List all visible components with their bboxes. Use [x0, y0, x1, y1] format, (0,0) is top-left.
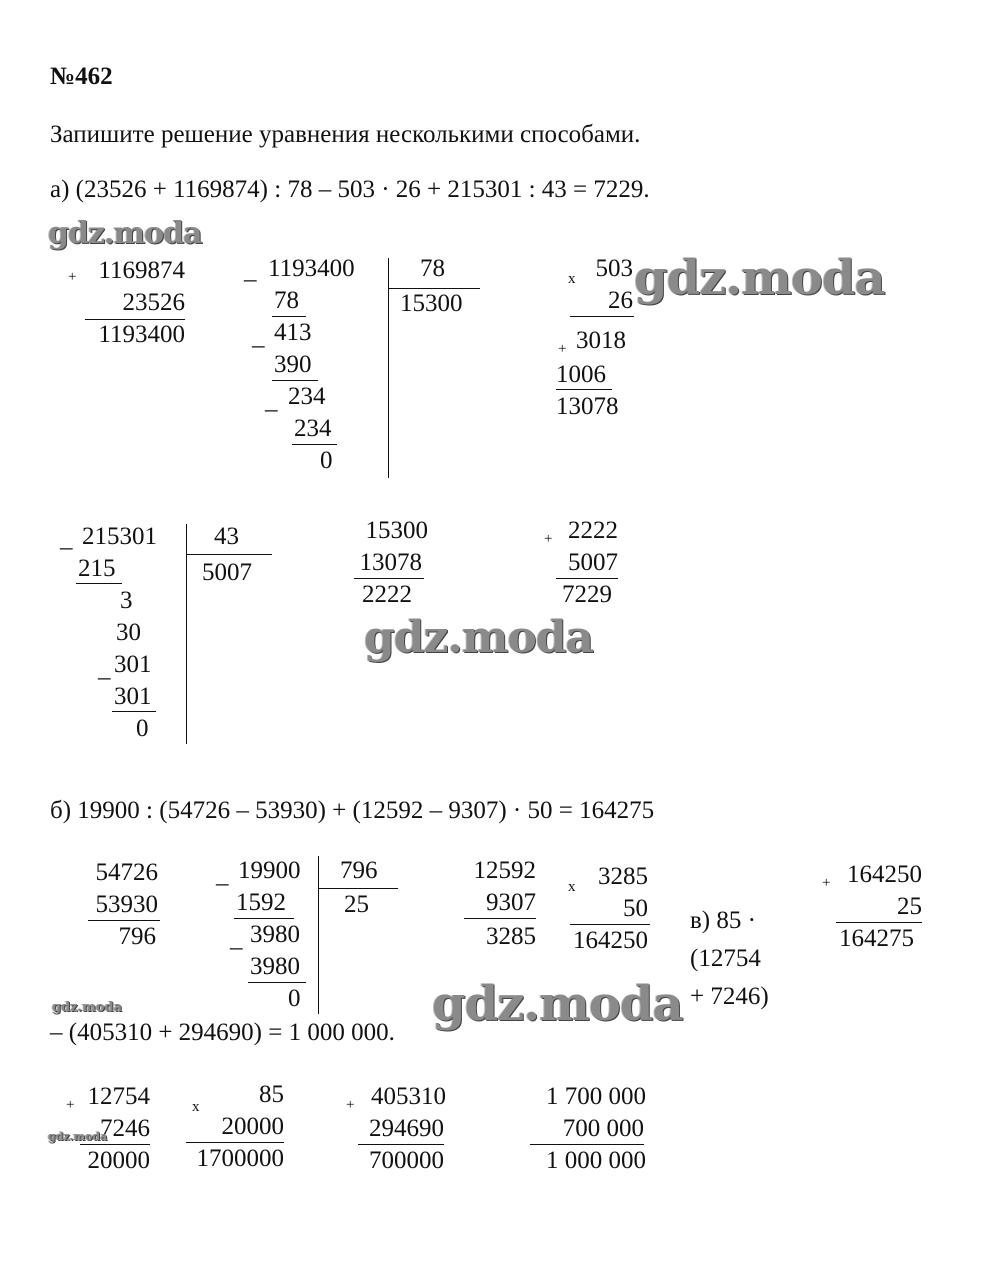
factor-2: 20000	[221, 1113, 284, 1140]
division-step: 234	[294, 415, 332, 442]
addend-1: 1169874	[98, 257, 185, 284]
addend-2: 294690	[369, 1115, 444, 1142]
watermark: gdz.moda	[432, 976, 683, 1032]
divisor: 796	[340, 857, 378, 884]
dividend: 215301	[82, 523, 157, 550]
minus-sign: _	[230, 925, 243, 952]
divisor: 43	[214, 523, 239, 550]
division-step: 3	[120, 587, 133, 614]
quotient: 5007	[202, 559, 252, 586]
addend-2: 7246	[100, 1115, 150, 1142]
part-b-equation: б) 19900 : (54726 – 53930) + (12592 – 9307) · 50 = 164275	[50, 797, 655, 824]
addend-2: 25	[897, 893, 922, 920]
addend-1: 405310	[371, 1083, 446, 1110]
division-remainder: 0	[136, 715, 149, 742]
minus-sign: _	[98, 655, 111, 682]
watermark: gdz.moda	[634, 250, 885, 306]
subtrahend: 53930	[95, 891, 158, 918]
product: 1700000	[196, 1145, 284, 1172]
division-remainder: 0	[288, 985, 301, 1012]
times-sign: x	[568, 879, 576, 895]
watermark: gdz.moda	[52, 1000, 123, 1015]
watermark: gdz.moda	[48, 216, 202, 251]
subtrahend: 13078	[359, 549, 422, 576]
division-step: 215	[78, 555, 116, 582]
task-number: №462	[50, 63, 113, 90]
dividend: 19900	[238, 857, 301, 884]
division-step: 413	[274, 319, 312, 346]
plus-sign: +	[66, 1097, 75, 1113]
sum: 7229	[562, 581, 612, 608]
part-c-mid: + 7246)	[690, 983, 769, 1010]
factor-1: 3285	[598, 863, 648, 890]
addend-1: 164250	[847, 861, 922, 888]
factor-1: 503	[595, 255, 633, 282]
factor-2: 50	[623, 895, 648, 922]
division-step: 1592	[236, 889, 286, 916]
plus-sign: +	[822, 875, 831, 891]
quotient: 25	[344, 891, 369, 918]
plus-sign: +	[558, 341, 567, 357]
addend-2: 5007	[568, 549, 618, 576]
division-step: 78	[274, 287, 299, 314]
minus-sign: _	[60, 525, 73, 552]
plus-sign: +	[346, 1097, 355, 1113]
sum: 700000	[369, 1147, 444, 1174]
plus-sign: +	[68, 269, 77, 285]
times-sign: x	[568, 271, 576, 287]
plus-sign: +	[544, 531, 553, 547]
difference: 796	[118, 923, 156, 950]
minuend: 15300	[365, 517, 428, 544]
factor-2: 26	[608, 287, 633, 314]
task-instruction: Запишите решение уравнения несколькими способами.	[50, 121, 641, 148]
minuend: 1 700 000	[546, 1083, 646, 1110]
minuend: 12592	[473, 857, 536, 884]
divisor: 78	[420, 255, 445, 282]
watermark: gdz.moda	[364, 612, 594, 663]
product: 13078	[556, 393, 619, 420]
division-step: 30	[116, 619, 141, 646]
minus-sign: _	[265, 387, 278, 414]
quotient: 15300	[400, 290, 463, 317]
times-sign: x	[192, 1099, 200, 1115]
part-c-continuation: – (405310 + 294690) = 1 000 000.	[50, 1019, 395, 1046]
part-c-open: (12754	[690, 945, 761, 972]
addend-2: 23526	[122, 289, 185, 316]
product: 164250	[573, 927, 648, 954]
division-step: 301	[114, 683, 152, 710]
minuend: 54726	[95, 859, 158, 886]
minus-sign: _	[252, 323, 265, 350]
sum: 1193400	[98, 321, 185, 348]
difference: 1 000 000	[546, 1147, 646, 1174]
division-remainder: 0	[320, 447, 333, 474]
partial-product-1: 3018	[576, 327, 626, 354]
watermark: gdz.moda	[48, 1130, 108, 1143]
division-step: 3980	[250, 921, 300, 948]
subtrahend: 9307	[486, 889, 536, 916]
partial-product-2: 1006	[556, 361, 606, 388]
addend-1: 2222	[568, 517, 618, 544]
division-step: 390	[274, 351, 312, 378]
division-step: 234	[288, 383, 326, 410]
sum: 20000	[87, 1147, 150, 1174]
dividend: 1193400	[268, 255, 355, 282]
factor-1: 85	[259, 1081, 284, 1108]
part-a-equation: а) (23526 + 1169874) : 78 – 503 · 26 + 215301 : 43 = 7229.	[50, 176, 650, 203]
division-step: 301	[114, 651, 152, 678]
part-c-label: в) 85 ·	[690, 907, 756, 934]
division-step: 3980	[250, 953, 300, 980]
addend-1: 12754	[87, 1083, 150, 1110]
sum: 164275	[839, 925, 914, 952]
difference: 3285	[486, 923, 536, 950]
subtrahend: 700 000	[562, 1115, 644, 1142]
minus-sign: _	[244, 257, 257, 284]
difference: 2222	[362, 581, 412, 608]
minus-sign: _	[216, 861, 229, 888]
